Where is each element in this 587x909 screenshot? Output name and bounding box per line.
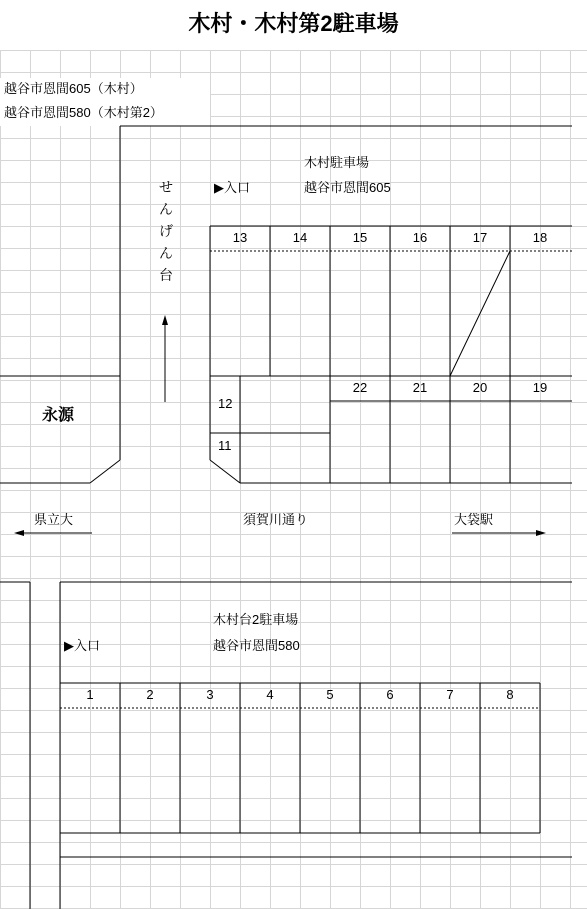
space-number: 12 [218, 396, 233, 411]
space-number: 3 [206, 687, 214, 702]
side-road-corner [90, 460, 120, 483]
space-number: 6 [386, 687, 394, 702]
space-number: 17 [472, 230, 488, 245]
space-number: 5 [326, 687, 334, 702]
block-bottom-cut [210, 460, 240, 483]
right-arrow-head [536, 530, 546, 536]
space-number: 11 [218, 438, 232, 453]
lot2-entrance: ▶入口 [64, 638, 100, 653]
space-number: 21 [412, 380, 428, 395]
space-number: 2 [146, 687, 154, 702]
lot2-name: 木村台2駐車場 [213, 612, 299, 627]
lot1-address: 越谷市恩間605 [304, 180, 391, 195]
address-line-1: 越谷市恩間605（木村） [4, 81, 143, 96]
side-road-arrow-head [162, 315, 168, 325]
space-number: 14 [292, 230, 308, 245]
side-road-label [156, 176, 176, 286]
space-number: 7 [446, 687, 454, 702]
address-line-2: 越谷市恩間580（木村第2） [4, 105, 163, 120]
lot2-address: 越谷市恩間580 [213, 638, 300, 653]
lot1-space17-diagonal [450, 251, 510, 376]
right-destination: 大袋駅 [454, 512, 494, 527]
side-road-char: 台 [159, 267, 173, 283]
space-number: 13 [232, 230, 248, 245]
space-number: 4 [266, 687, 274, 702]
space-number: 19 [532, 380, 548, 395]
road-name: 須賀川通り [243, 512, 309, 527]
space-number: 16 [412, 230, 428, 245]
left-arrow-head [14, 530, 24, 536]
space-number: 18 [532, 230, 548, 245]
page-title: 木村・木村第2駐車場 [188, 11, 399, 36]
side-road-char: せ [159, 179, 173, 195]
space-number: 1 [86, 687, 94, 702]
lot1-entrance: ▶入口 [214, 180, 250, 195]
space-number: 22 [352, 380, 368, 395]
left-destination: 県立大 [34, 512, 74, 527]
side-road-char: ん [159, 201, 173, 217]
lot1-name: 木村駐車場 [304, 155, 370, 170]
side-road-char: げ [159, 223, 173, 239]
side-road-char: ん [159, 245, 173, 261]
space-number: 15 [352, 230, 368, 245]
space-number: 8 [506, 687, 514, 702]
space-number: 20 [472, 380, 488, 395]
landmark-label: 永源 [42, 407, 75, 424]
